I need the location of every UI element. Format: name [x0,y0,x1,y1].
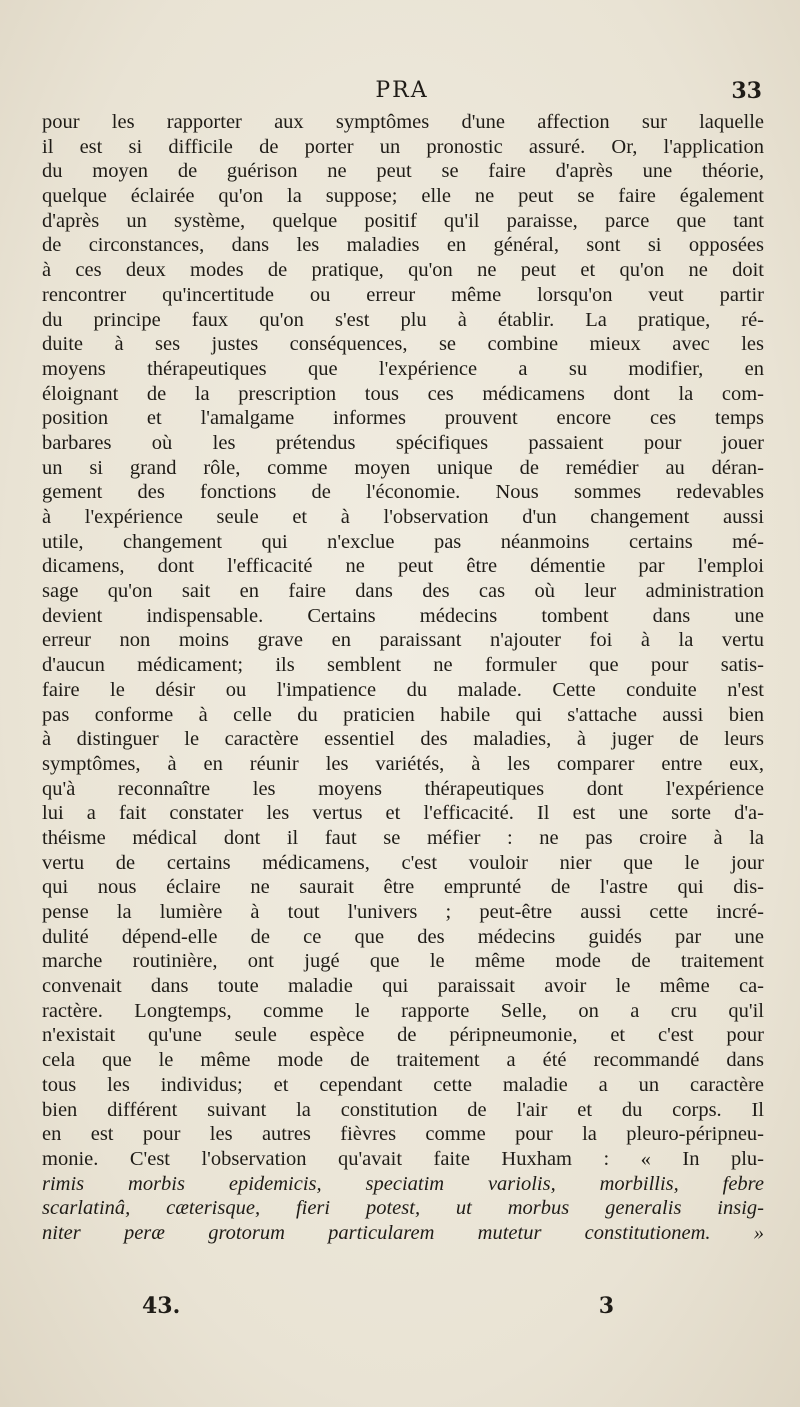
text-line: moyens thérapeutiques que l'expérience a su modifier, en [42,357,764,380]
text-line: rencontrer qu'incertitude ou erreur même lorsqu'on veut partir [42,283,764,306]
text-line: du principe faux qu'on s'est plu à établir. La pratique, ré- [42,308,764,331]
text-line: gement des fonctions de l'économie. Nous sommes redevables [42,481,764,504]
running-head [42,78,762,108]
text-line: dicamens, dont l'efficacité ne peut être démentie par l'emploi [42,555,764,578]
text-line: à l'expérience seule et à l'observation d'un changement aussi [42,506,764,528]
text-line: quelque éclairée qu'on la suppose; elle ne peut se faire également [42,185,764,208]
text-line: un si grand rôle, comme moyen unique de remédier au déran- [42,456,764,479]
text-line: scarlatinâ, cæterisque, fieri potest, ut morbus generalis insig- [42,1197,764,1220]
text-line: théisme médical dont il faut se méfier : ne pas croire à la [42,826,764,849]
text-line: sage qu'on sait en faire dans des cas où leur administration [42,580,764,603]
text-line: pas conforme à celle du praticien habile qui s'attache aussi bien [42,703,764,726]
text-line: niter peræ grotorum particularem mutetur constitutionem. » [42,1221,764,1244]
text-line: éloignant de la prescription tous ces médicamens dont la com- [42,382,764,405]
text-line: monie. C'est l'observation qu'avait faite Huxham : « In plu- [42,1147,764,1170]
text-line: d'aucun médicament; ils semblent ne formuler que pour satis- [42,654,764,677]
text-line: marche routinière, ont jugé que le même mode de traitement [42,950,764,973]
text-line: convenait dans toute maladie qui paraissait avoir le même ca- [42,975,764,998]
signature-mark-left: 43. [142,1293,181,1319]
text-line: de circonstances, dans les maladies en général, sont si opposées [42,234,764,257]
text-line: devient indispensable. Certains médecins tombent dans une [42,604,764,627]
text-line: à distinguer le caractère essentiel des maladies, à juger de leurs [42,728,764,751]
text-line: position et l'amalgame informes prouvent encore ces temps [42,407,764,430]
signature-mark-right: 3 [598,1293,614,1319]
running-title: PRA [375,78,429,103]
text-line: erreur non moins grave en paraissant n'ajouter foi à la vertu [42,629,764,652]
text-line: pour les rapporter aux symptômes d'une affection sur laquelle [42,111,764,133]
text-line: dulité dépend-elle de ce que des médecins guidés par une [42,925,764,948]
text-line: duite à ses justes conséquences, se combine mieux avec les [42,333,764,356]
text-line: tous les individus; et cependant cette maladie a un caractère [42,1073,764,1096]
text-line: vertu de certains médicamens, c'est vouloir nier que le jour [42,851,764,874]
text-line: à ces deux modes de pratique, qu'on ne peut et qu'on ne doit [42,259,764,282]
text-line: rimis morbis epidemicis, speciatim variolis, morbillis, febre [42,1172,764,1195]
page-number: 33 [731,78,762,104]
text-line: pense la lumière à tout l'univers ; peut-être aussi cette incré- [42,901,764,923]
text-line: il est si difficile de porter un pronostic assuré. Or, l'application [42,135,764,158]
text-line: symptômes, à en réunir les variétés, à les comparer entre eux, [42,752,764,775]
text-line: d'après un système, quelque positif qu'il paraisse, parce que tant [42,209,764,232]
text-line: qui nous éclaire ne saurait être emprunté de l'astre qui dis- [42,876,764,899]
text-line: qu'à reconnaître les moyens thérapeutiques dont l'expérience [42,777,764,800]
text-line: barbares où les prétendus spécifiques passaient pour jouer [42,431,764,454]
text-line: faire le désir ou l'impatience du malade. Cette conduite n'est [42,678,764,701]
text-line: n'existait qu'une seule espèce de péripneumonie, et c'est pour [42,1024,764,1047]
text-line: utile, changement qui n'exclue pas néanmoins certains mé- [42,530,764,553]
text-line: cela que le même mode de traitement a été recommandé dans [42,1049,764,1072]
body-text [42,110,764,1246]
printer-signature [42,1293,764,1323]
text-line: ractère. Longtemps, comme le rapporte Selle, on a cru qu'il [42,999,764,1022]
text-line: lui a fait constater les vertus et l'efficacité. Il est une sorte d'a- [42,802,764,825]
text-line: bien différent suivant la constitution de l'air et du corps. Il [42,1098,764,1121]
text-line: en est pour les autres fièvres comme pour la pleuro-péripneu- [42,1123,764,1146]
text-line: du moyen de guérison ne peut se faire d'après une théorie, [42,160,764,183]
